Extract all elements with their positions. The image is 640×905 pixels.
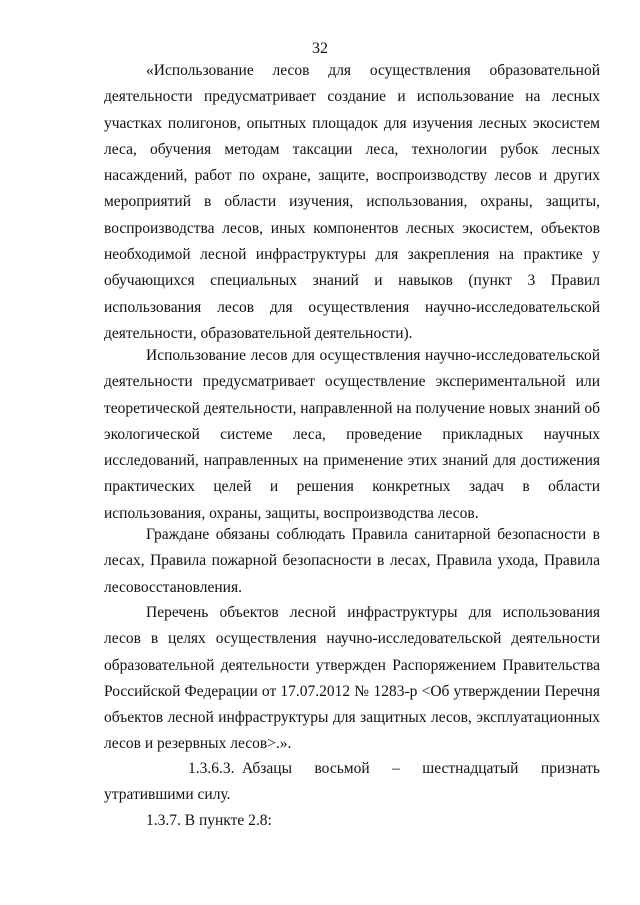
paragraph-citizen-duties xyxy=(104,522,600,601)
paragraph-research-use xyxy=(104,343,600,527)
item-number: 1.3.6.3. xyxy=(188,760,235,777)
item-text: 1.3.7. В пункте 2.8: xyxy=(146,812,272,829)
paragraph-text: «Использование лесов для осуществления образовательной деятельности предусматривает создание и использование на лесных участках полигонов, опытных площадок для изучения лесных экосистем леса, обучения методам таксации леса, технологии рубок лесных насаждений, работ по охране, защите, воспроизводству лесов и других мероприятий в области изучения, использования, охраны, защиты, воспроизводства лесов, иных компонентов лесных экосистем, объектов необходимой лесной инфраструктуры для закрепления на практике у обучающихся специальных знаний и навыков (пункт 3 Правил использования лесов для осуществления научно-исследовательской деятельности, образовательной деятельности). xyxy=(104,62,600,342)
item-1-3-7 xyxy=(104,808,600,834)
paragraph-education-use xyxy=(104,58,600,347)
paragraph-text: Граждане обязаны соблюдать Правила санитарной безопасности в лесах, Правила пожарной безопасности в лесах, Правила ухода, Правила лесовосстановления. xyxy=(104,526,600,596)
item-1-3-6-3 xyxy=(104,756,600,809)
item-text xyxy=(104,756,600,809)
paragraph-text: Перечень объектов лесной инфраструктуры для использования лесов в целях осуществления научно-исследовательской деятельности образовательной деятельности утвержден Распоряжением Правительства Российской Федерации от 17.07.2012 № 1283-р <Об утверждении Перечня объектов лесной инфраструктуры для защитных лесов, эксплуатационных лесов и резервных лесов>.». xyxy=(104,604,600,753)
item-body: Абзацы восьмой – шестнадцатый признать утратившими силу. xyxy=(104,760,600,804)
paragraph-infrastructure-list xyxy=(104,600,600,758)
paragraph-text: Использование лесов для осуществления научно-исследовательской деятельности предусматривает осуществление экспериментальной или теоретической деятельности, направленной на получение новых знаний об экологической системе леса, проведение прикладных научных исследований, направленных на применение этих знаний для достижения практических целей и решения конкретных задач в области использования, охраны, защиты, воспроизводства лесов. xyxy=(104,347,600,522)
page-number: 32 xyxy=(312,40,328,57)
